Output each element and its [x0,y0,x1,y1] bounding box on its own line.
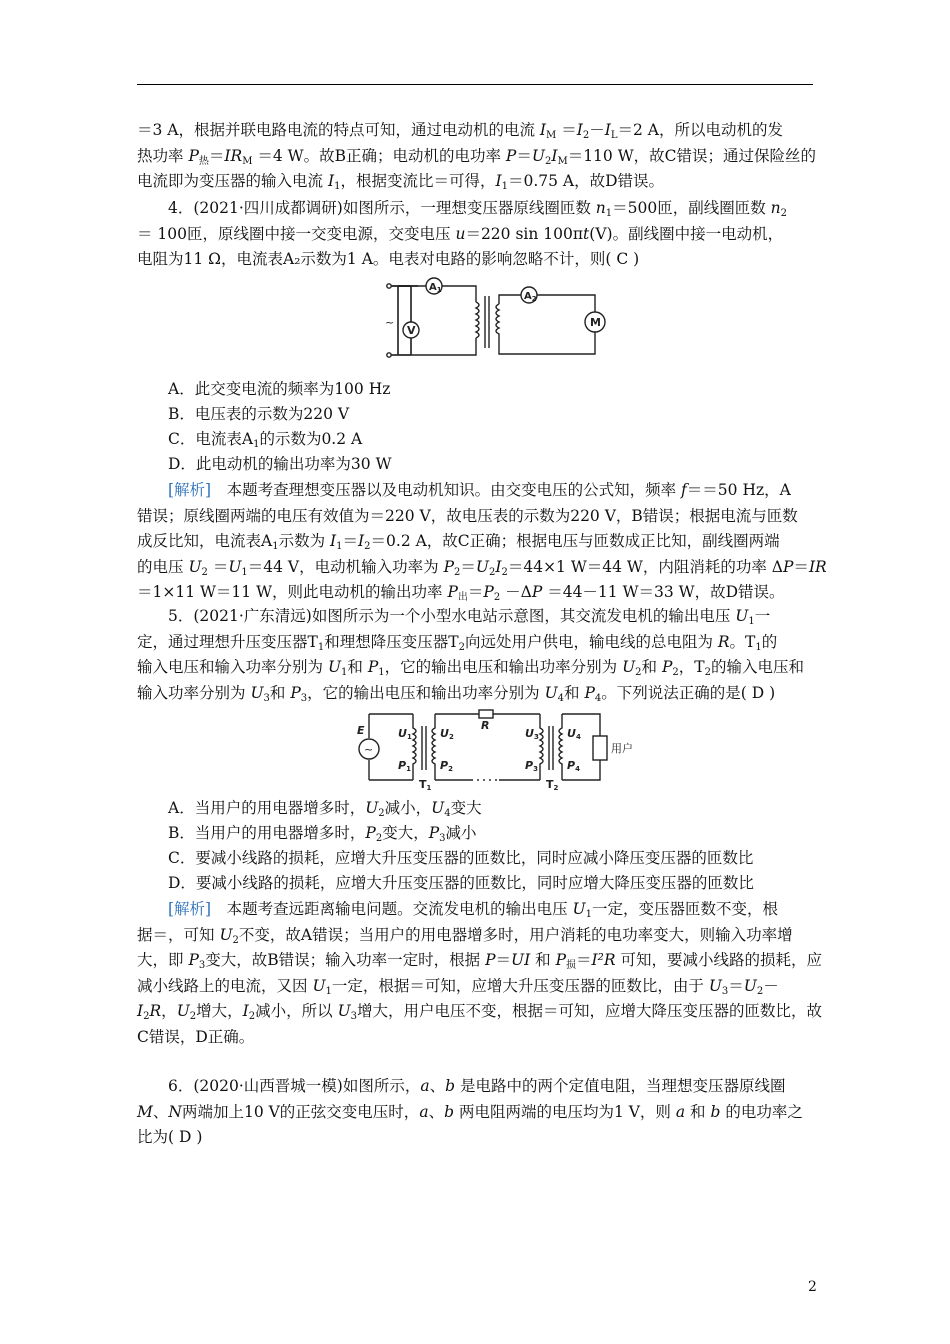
q5-analysis: [解析] 本题考查远距离输电问题。交流发电机的输出电压 $U_1$一定，变压器匝数不变，根 据＝，可知 $U_2$不变，故A错误；当用户的用电器增多时，用户消耗的电功率变大，则输入功率增 大，即 $P_3$变大，故B错误；输入功率一定时，根据 P＝UI 和 $P_损=I^2R$ 可知，要减小线路的损耗，应 减小线路上的电流，又因 $U_1$一定，根据＝可知，应增大升压变压器的匝数比，由于 $U_3=U_2-$ $I_2R$，$U_2$增大，$I_2$减小，所以 $U_3$增大，用户电压不变，根据＝可知，应增大降压变压器的匝数比，故 C错误，D正确。 [137,900,823,1046]
q4-circuit-diagram [378,272,610,372]
q4-option-c: C．电流表$A_1$的示数为0.2 A [168,430,363,450]
page-number: 2 [808,1279,817,1295]
q5-option-b: B．当用户的用电器增多时，$P_2$变大，$P_3$减小 [168,824,477,844]
svg-text:U4: U4 [567,727,581,741]
svg-text:U1: U1 [398,727,412,741]
header-rule [137,84,813,85]
q4-analysis: [解析] 本题考查理想变压器以及电动机知识。由交变电压的公式知，频率 f＝＝50 Hz，A 错误；原线圈两端的电压有效值为＝220 V，故电压表的示数为220 V，B错误；根据电流与匝数 成反比知，电流表$A_1$示数为 $I_1=I_2=0.2$ A，故C正确；根据电压与匝数成正比知，副线圈两端 的电压 $U_2 =U_1=44$ V，电动机输入功率为 $P_2=U_2I_2=44\times 1$ W＝44 W，内阻消耗的功率 ΔP＝IR ＝1×11 W＝11 W，则此电动机的输出功率 $P_出=P_2 -\Delta P =44-11$ W＝33 W，故D错误。 [137,481,827,603]
svg-text:P4: P4 [567,759,580,773]
question-6-stem: 6．(2020·山西晋城一模)如图所示，a、b 是电路中的两个定值电阻，当理想变压器原线圈 M、N两端加上10 V的正弦交变电压时，a、b 两电阻两端的电压均为1 V，则 a 和 b 的电功率之 比为( D ) [137,1077,803,1146]
svg-text:A1: $A_1$ [429,282,442,294]
svg-text:V: V [407,324,416,337]
analysis-tag: [解析] [168,481,212,499]
question-5-stem: 5．(2021·广东清远)如图所示为一个小型水电站示意图，其交流发电机的输出电压 $U_1$一 定，通过理想升压变压器$T_1$和理想降压变压器$T_2$向远处用户供电，输电线的总电阻为 R。$T_1$的 输入电压和输入功率分别为 $U_1$和 $P_1$，它的输出电压和输出功率分别为 $U_2$和 $P_2$，$T_2$的输入电压和 输入功率分别为 $U_3$和 $P_3$，它的输出电压和输出功率分别为 $U_4$和 $P_4$。下列说法正确的是( D ) [137,607,805,704]
svg-text:~: ~ [385,316,395,329]
svg-text:P2: P2 [440,759,453,773]
svg-text:用户: 用户 [611,742,633,755]
svg-text:M: M [590,316,601,329]
continuation-paragraph: ＝3 A，根据并联电路电流的特点可知，通过电动机的电流 $I_M =I_2-I_L=2$ A，所以电动机的发 热功率 $P_热=IR_M =4$ W。故B正确；电动机的电功率 $P=U_2I_M=110$ W，故C错误；通过保险丝的 电流即为变压器的输入电流 $I_1$，根据变流比＝可得，$I_1=0.75$ A，故D错误。 [137,121,816,192]
svg-text:A2: $A_2$ [524,291,537,303]
svg-text:~: ~ [364,743,374,756]
svg-text:P3: P3 [525,759,538,773]
q5-power-station-diagram [355,708,637,792]
q4-option-a: A．此交变电流的频率为100 Hz [168,380,391,398]
question-4-stem: 4．(2021·四川成都调研)如图所示，一理想变压器原线圈匝数 $n_1=500$匝，副线圈匝数 $n_2$ ＝ 100匝，原线圈中接一交变电源，交变电压 u＝220 sin 100πt(V)。副线圈中接一电动机， 电阻为11 Ω，电流表A₂示数为1 A。电表对电路的影响忽略不计，则( C ) [137,199,787,268]
svg-text:E: E [357,724,365,737]
svg-text:U3: U3 [525,727,539,741]
analysis-tag: [解析] [168,900,212,918]
q5-option-c: C．要减小线路的损耗，应增大升压变压器的匝数比，同时应减小降压变压器的匝数比 [168,849,754,867]
svg-text:R: R [481,719,490,732]
svg-text:P1: P1 [398,759,411,773]
svg-text:T1: T1 [419,778,432,792]
q5-option-d: D．要减小线路的损耗，应增大升压变压器的匝数比，同时应增大降压变压器的匝数比 [168,874,754,892]
svg-text:U2: U2 [440,727,454,741]
q4-option-b: B．电压表的示数为220 V [168,405,350,423]
q5-option-a: A．当用户的用电器增多时，$U_2$减小，$U_4$变大 [168,799,482,819]
q4-option-d: D．此电动机的输出功率为30 W [168,455,392,473]
svg-text:T2: T2 [546,778,559,792]
